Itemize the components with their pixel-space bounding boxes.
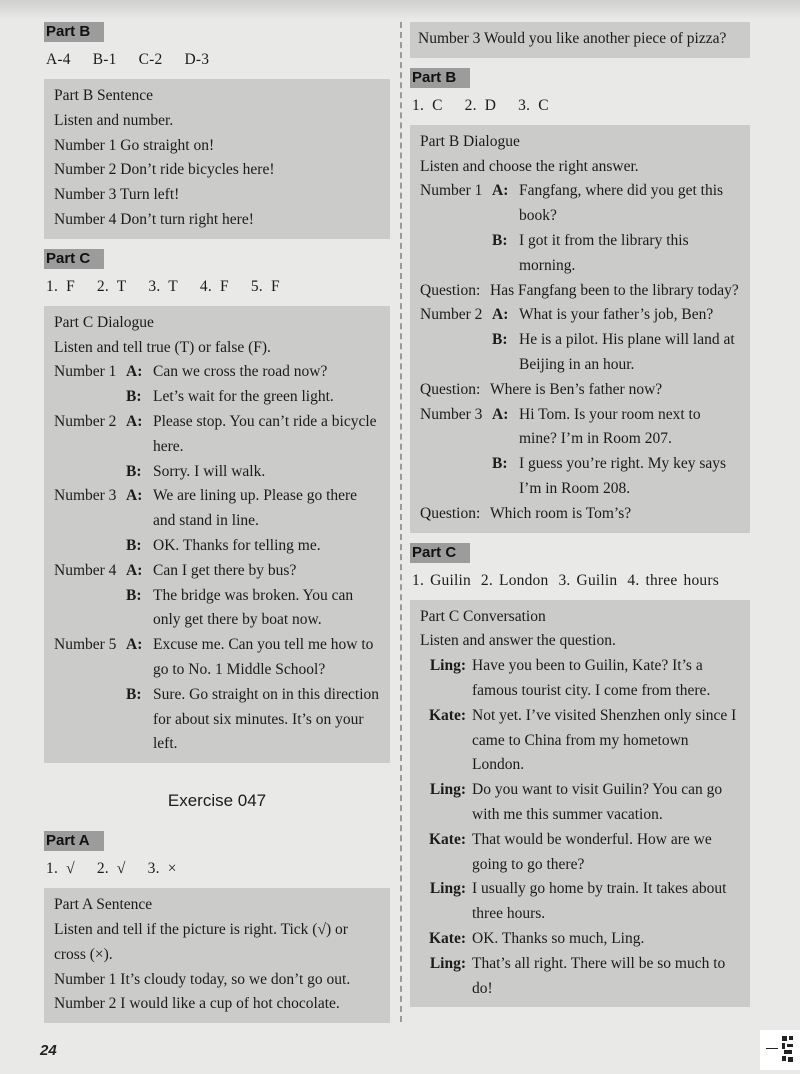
part-b-sentence-box [44,79,390,239]
part-c-dialogue-box [44,306,390,763]
answer: 3. T [148,277,178,295]
box-instruction: Listen and tell if the picture is right. Tick (√) or cross (×). [54,920,348,963]
dialogue-line: Number 5 A: Excuse me. Can you tell me how to go to No. 1 Middle School? [54,636,374,678]
dialogue-line: B: Let’s wait for the green light. [126,388,334,406]
answer: 1. F [46,277,75,295]
box-line: Number 3 Would you like another piece of pizza? [418,30,727,47]
dialogue-line: B: The bridge was broken. You can only get there by boat now. [126,586,354,629]
part-c-tag: Part C [410,543,470,563]
conversation-line: Ling: That’s all right. There will be so much to do! [429,954,726,997]
exercise-title: Exercise 047 [167,791,267,811]
conversation-line: Ling: Have you been to Guilin, Kate? It’s a famous tourist city. I come from there. [429,657,711,699]
part-b-answers [412,97,750,115]
box-line: Number 1 It’s cloudy today, so we don’t go out. [54,970,351,988]
page-number: 24 [40,1042,57,1059]
conversation-line: Ling: I usually go home by train. It takes about three hours. [429,880,727,923]
answer: 1. √ [46,860,75,878]
answer: 4. three hours [627,571,719,589]
answer: A-4 [46,51,71,68]
part-b-answers [46,51,390,69]
conversation-line: Kate: Not yet. I’ve visited Shenzhen only since I came to China from my hometown London. [428,706,737,774]
box-title: Part B Sentence [54,87,154,104]
dialogue-line: B: Sorry. I will walk. [126,462,266,480]
part-a-tag: Part A [44,831,104,851]
dialogue-line: B: He is a pilot. His plane will land at Beijing in an hour. [492,331,735,373]
question-line: Question: Has Fangfang been to the library today? [420,281,739,299]
column-divider [400,22,402,1022]
part-b-tag: Part B [410,68,470,88]
answer: 3. Guilin [558,571,618,589]
left-column [44,22,390,1033]
dialogue-line: B: Sure. Go straight on in this direction for about six minutes. It’s on your left. [126,685,380,753]
question-line: Question: Which room is Tom’s? [420,504,632,522]
dialogue-line: B: I got it from the library this morning. [492,231,689,274]
continued-box [410,22,750,58]
conversation-line: Ling: Do you want to visit Guilin? You can go with me this summer vacation. [429,781,723,823]
question-line: Question: Where is Ben’s father now? [420,380,663,398]
page-top-edge [0,0,800,18]
part-a-sentence-box [44,888,390,1023]
box-title: Part B Dialogue [420,132,520,150]
part-c-answers [46,278,390,296]
dialogue-line: Number 3 A: We are lining up. Please go there and stand in line. [54,487,358,530]
box-title: Part C Conversation [420,607,546,625]
dialogue-line: Number 4 A: Can I get there by bus? [54,561,297,579]
box-instruction: Listen and answer the question. [420,632,616,650]
answer: 4. F [199,277,229,295]
box-line: Number 1 Go straight on! [54,136,215,154]
answer: B-1 [92,51,117,68]
answer: 1. C [412,96,443,114]
right-column [410,22,750,1017]
answer: 1. Guilin [412,571,471,589]
dialogue-line: B: I guess you’re right. My key says I’m in Room 208. [492,455,727,497]
conversation-line: Kate: OK. Thanks so much, Ling. [428,929,645,947]
part-b-dialogue-box [410,125,750,533]
dialogue-line: B: OK. Thanks for telling me. [126,536,321,554]
qr-code-icon [760,1030,800,1070]
answer: 2. √ [96,860,126,878]
box-line: Number 2 Don’t ride bicycles here! [54,161,275,179]
answer: 2. London [480,571,549,589]
box-line: Number 4 Don’t turn right here! [54,210,254,228]
answer: 2. T [96,277,127,295]
box-line: Number 3 Turn left! [54,186,180,204]
box-title: Part A Sentence [54,896,153,914]
answer: C-2 [138,51,163,68]
dialogue-line: Number 1 A: Can we cross the road now? [54,363,328,381]
answer: 5. F [250,277,280,295]
answer: 2. D [464,96,497,114]
dialogue-line: Number 2 A: Please stop. You can’t ride a bicycle here. [54,412,377,455]
box-instruction: Listen and tell true (T) or false (F). [54,338,271,356]
answer: 3. C [518,96,549,114]
answer: 3. × [147,860,177,878]
dialogue-line: Number 3 A: Hi Tom. Is your room next to mine? I’m in Room 207. [420,405,701,448]
part-a-answers [46,860,390,878]
box-title: Part C Dialogue [54,313,154,331]
part-c-answers [412,572,750,590]
part-c-conversation-box [410,600,750,1008]
part-b-tag: Part B [44,22,104,42]
box-instruction: Listen and choose the right answer. [420,157,639,175]
box-line: Number 2 I would like a cup of hot chocolate. [54,995,340,1013]
box-instruction: Listen and number. [54,111,174,129]
part-c-tag: Part C [44,249,104,269]
answer: D-3 [184,51,210,68]
conversation-line: Kate: That would be wonderful. How are we going to go there? [428,830,712,873]
dialogue-line: Number 2 A: What is your father’s job, Ben? [420,306,714,324]
dialogue-line: Number 1 A: Fangfang, where did you get this book? [420,182,724,225]
